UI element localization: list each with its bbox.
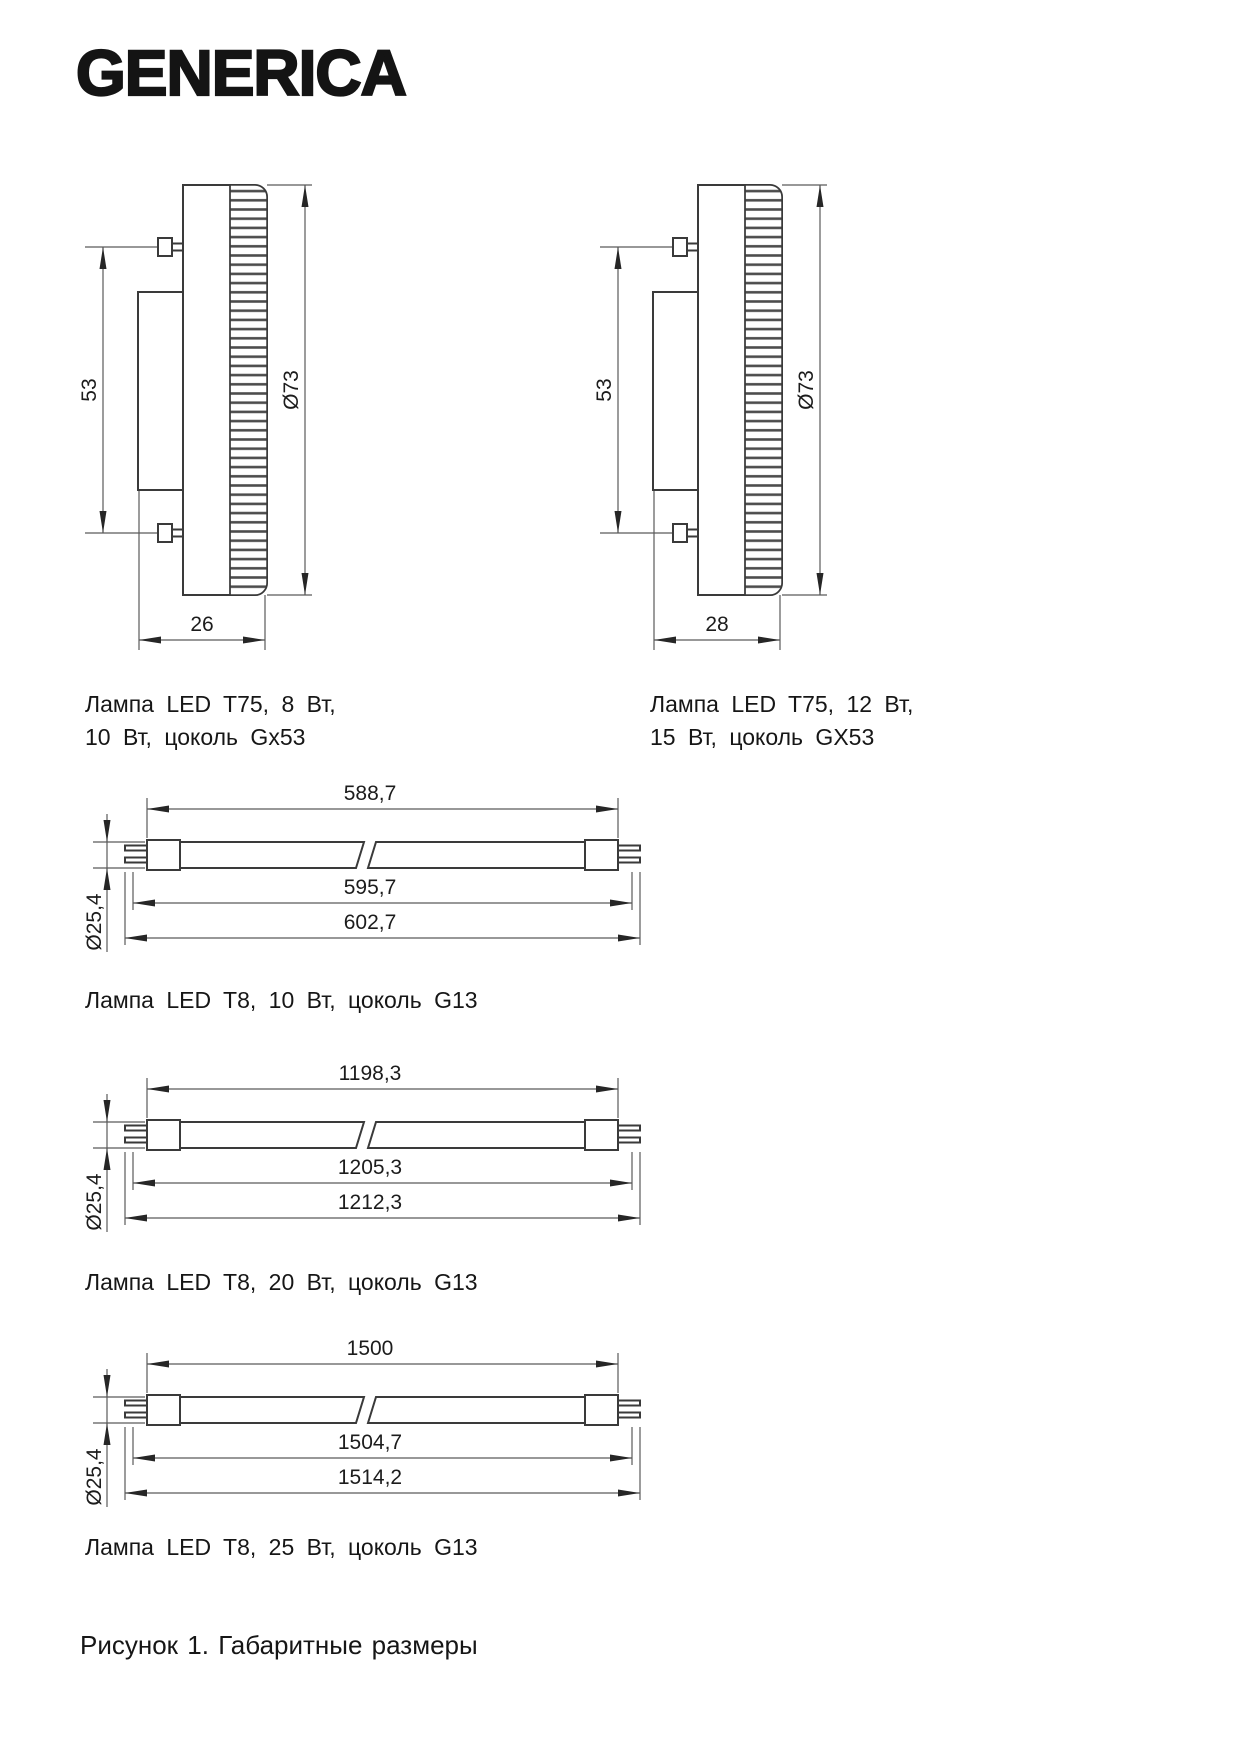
dim-pin-spacing-label: 53: [78, 378, 101, 402]
dim-pin-spacing-label: 53: [593, 378, 616, 402]
brand-logo: GENERICA: [76, 37, 406, 109]
tube-10w-drawing: [55, 770, 675, 970]
dim-diameter-label: Ø25,4: [83, 1448, 106, 1506]
caption-gx53-right: [650, 688, 913, 754]
dim-length-full-label: 602,7: [343, 911, 397, 934]
dim-length-body-label: 588,7: [343, 782, 397, 805]
lamp-body: [125, 1120, 640, 1150]
tube-20w-drawing: [55, 1050, 675, 1250]
caption-line: Лампа LED T75, 8 Вт,: [85, 691, 336, 717]
dim-diameter-label: Ø73: [280, 370, 303, 410]
caption-tube-10w: Лампа LED T8, 10 Вт, цоколь G13: [85, 987, 478, 1013]
caption-tube-25w: Лампа LED T8, 25 Вт, цоколь G13: [85, 1534, 478, 1560]
caption-tube-20w: Лампа LED T8, 20 Вт, цоколь G13: [85, 1269, 478, 1295]
dim-length-mid-label: 595,7: [343, 876, 397, 899]
dim-length-mid-label: 1205,3: [337, 1156, 403, 1179]
lamp-body: [125, 840, 640, 870]
gx53-left-drawing: [60, 150, 320, 660]
caption-gx53-left: [85, 688, 336, 754]
lamp-body: [138, 185, 267, 595]
caption-line: Лампа LED T75, 12 Вт,: [650, 691, 914, 717]
lamp-body: [125, 1395, 640, 1425]
caption-line: 10 Вт, цоколь Gx53: [85, 724, 306, 750]
dim-depth-label: 26: [190, 613, 214, 636]
dim-length-body-label: 1198,3: [338, 1062, 402, 1085]
dim-length-body-label: 1500: [346, 1337, 394, 1360]
dim-length-full-label: 1514,2: [337, 1466, 403, 1489]
dim-diameter-label: Ø73: [795, 370, 818, 410]
lamp-body: [653, 185, 782, 595]
dim-depth-label: 28: [705, 613, 729, 636]
figure-caption: Рисунок 1. Габаритные размеры: [80, 1630, 478, 1660]
dim-length-mid-label: 1504,7: [337, 1431, 403, 1454]
tube-25w-drawing: [55, 1325, 675, 1525]
gx53-right-drawing: [575, 150, 835, 660]
dim-diameter-label: Ø25,4: [83, 893, 106, 951]
dim-length-full-label: 1212,3: [337, 1191, 403, 1214]
caption-line: 15 Вт, цоколь GX53: [650, 724, 875, 750]
dim-diameter-label: Ø25,4: [83, 1173, 106, 1231]
